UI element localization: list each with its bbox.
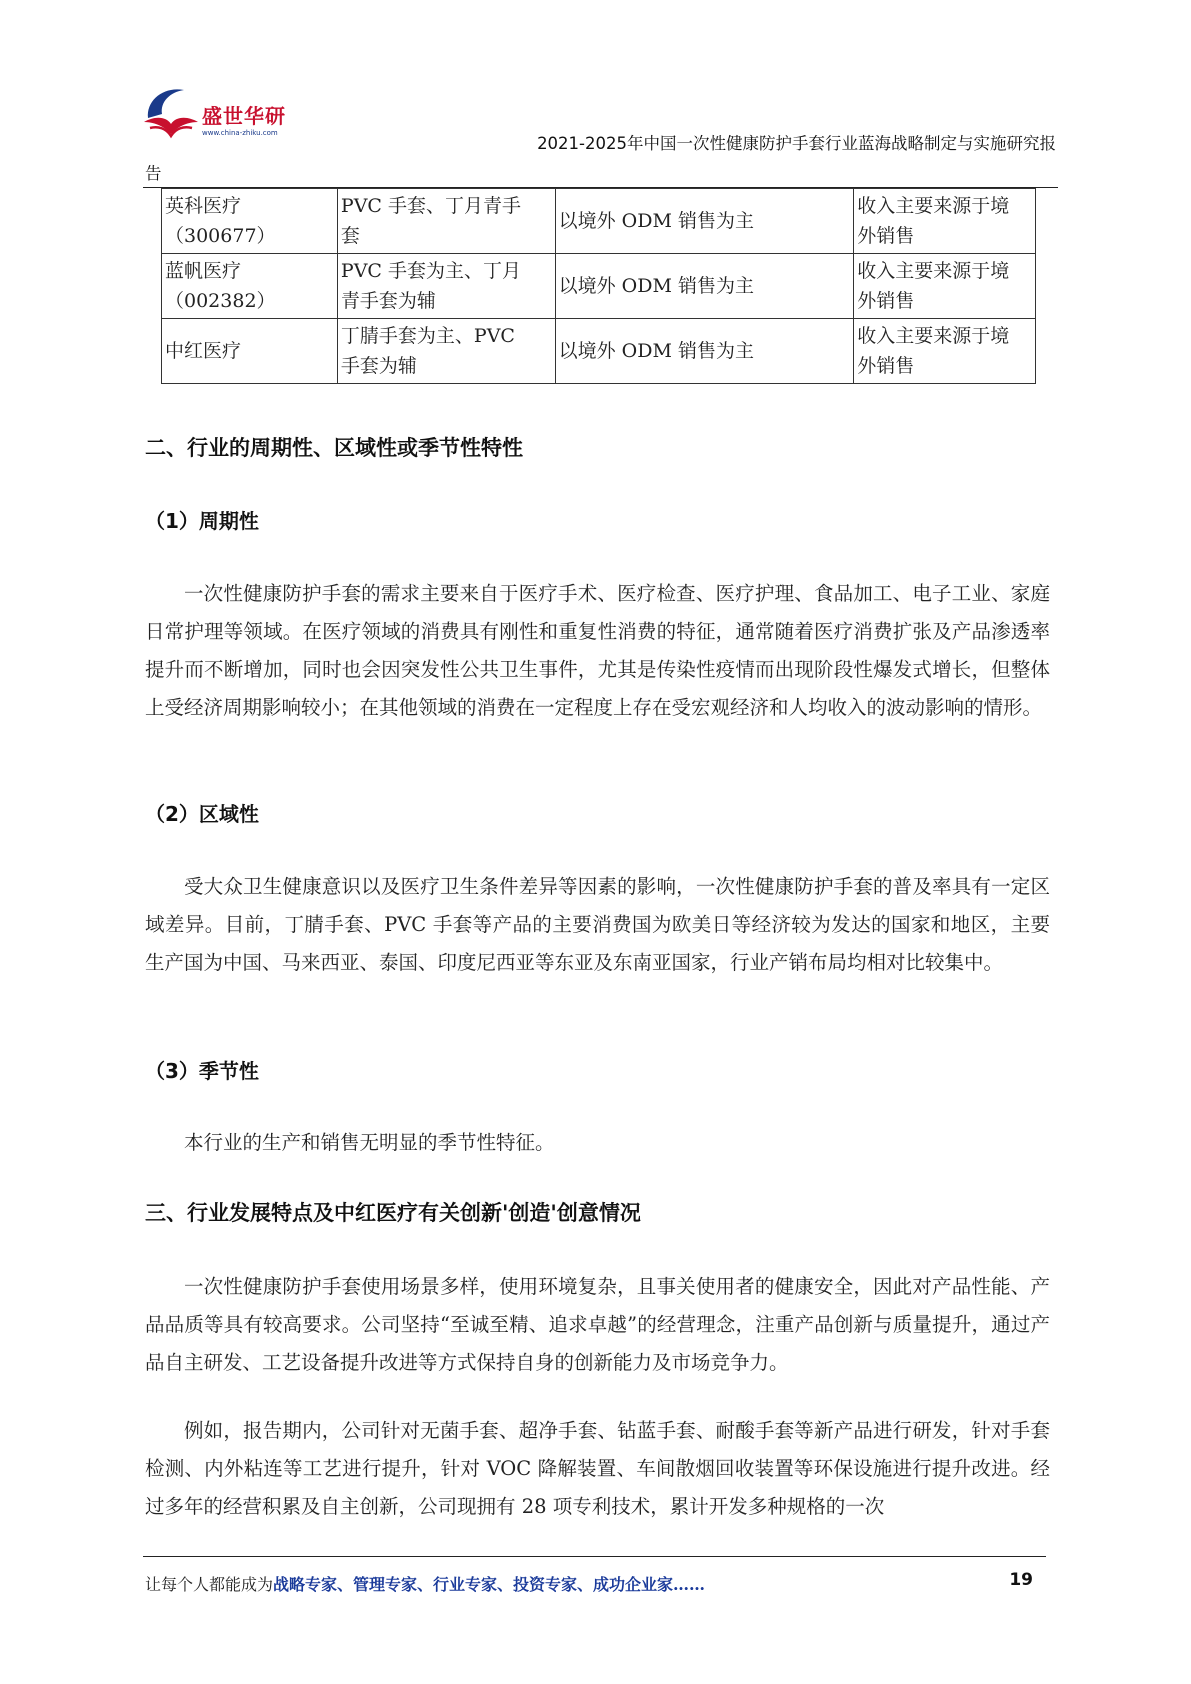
report-title-tail: 告 xyxy=(145,164,162,183)
paragraph: 一次性健康防护手套使用场景多样，使用环境复杂，且事关使用者的健康安全，因此对产品性能、产品品质等具有较高要求。公司坚持“至诚至精、追求卓越”的经营理念，注重产品创新与质量提升，通过产品自主研发、工艺设备提升改进等方式保持自身的创新能力及市场竞争力。 xyxy=(145,1275,1050,1374)
table-cell-mode: 以境外 ODM 销售为主 xyxy=(555,189,854,254)
table-cell-product: PVC 手套为主、丁月 青手套为辅 xyxy=(337,254,555,319)
subsection-heading: （2）区域性 xyxy=(145,802,259,826)
table-cell-company: 中红医疗 xyxy=(162,319,338,384)
footer-slogan xyxy=(145,1572,705,1595)
table-row xyxy=(162,319,1036,384)
footer-divider xyxy=(143,1556,1046,1557)
section-heading: 二、行业的周期性、区域性或季节性特性 xyxy=(145,436,523,460)
page-number: 19 xyxy=(1009,1570,1033,1590)
paragraph: 本行业的生产和销售无明显的季节性特征。 xyxy=(184,1131,555,1154)
table-cell-product: PVC 手套、丁月青手 套 xyxy=(337,189,555,254)
report-title: 2021-2025年中国一次性健康防护手套行业蓝海战略制定与实施研究报 xyxy=(537,134,1056,153)
section-heading: 三、行业发展特点及中红医疗有关创新'创造'创意情况 xyxy=(145,1201,641,1225)
table-cell-revenue: 收入主要来源于境 外销售 xyxy=(854,319,1036,384)
table-cell-product: 丁腈手套为主、PVC 手套为辅 xyxy=(337,319,555,384)
page-header xyxy=(0,0,1191,190)
table-row xyxy=(162,189,1036,254)
table-cell-mode: 以境外 ODM 销售为主 xyxy=(555,254,854,319)
paragraph: 一次性健康防护手套的需求主要来自于医疗手术、医疗检查、医疗护理、食品加工、电子工业、家庭日常护理等领域。在医疗领域的消费具有刚性和重复性消费的特征，通常随着医疗消费扩张及产品渗透率提升而不断增加，同时也会因突发性公共卫生事件，尤其是传染性疫情而出现阶段性爆发式增长，但整体上受经济周期影响较小；在其他领域的消费在一定程度上存在受宏观经济和人均收入的波动影响的情形。 xyxy=(145,582,1050,719)
table-row xyxy=(162,254,1036,319)
logo-url: www.china-zhiku.com xyxy=(202,129,278,137)
paragraph: 例如，报告期内，公司针对无菌手套、超净手套、钻蓝手套、耐酸手套等新产品进行研发，针对手套检测、内外粘连等工艺进行提升，针对 VOC 降解装置、车间散烟回收装置等环保设施进行提升改进。经过多年的经营积累及自主创新，公司现拥有 28 项专利技术，累计开发多种规格的一次 xyxy=(145,1419,1050,1518)
logo-name: 盛世华研 xyxy=(202,104,286,128)
table-cell-company: 英科医疗 （300677） xyxy=(162,189,338,254)
table-cell-revenue: 收入主要来源于境 外销售 xyxy=(854,189,1036,254)
subsection-heading: （1）周期性 xyxy=(145,509,259,533)
footer-highlight: 战略专家、管理专家、行业专家、投资专家、成功企业家…… xyxy=(273,1575,706,1594)
subsection-heading: （3）季节性 xyxy=(145,1059,259,1083)
paragraph: 受大众卫生健康意识以及医疗卫生条件差异等因素的影响，一次性健康防护手套的普及率具有一定区域差异。目前，丁腈手套、PVC 手套等产品的主要消费国为欧美日等经济较为发达的国家和地区，主要生产国为中国、马来西亚、泰国、印度尼西亚等东亚及东南亚国家，行业产销布局均相对比较集中。 xyxy=(145,875,1050,974)
company-comparison-table xyxy=(161,188,1036,384)
table-cell-mode: 以境外 ODM 销售为主 xyxy=(555,319,854,384)
table-cell-revenue: 收入主要来源于境 外销售 xyxy=(854,254,1036,319)
footer-prefix: 让每个人都能成为 xyxy=(145,1575,274,1594)
table-cell-company: 蓝帆医疗 （002382） xyxy=(162,254,338,319)
